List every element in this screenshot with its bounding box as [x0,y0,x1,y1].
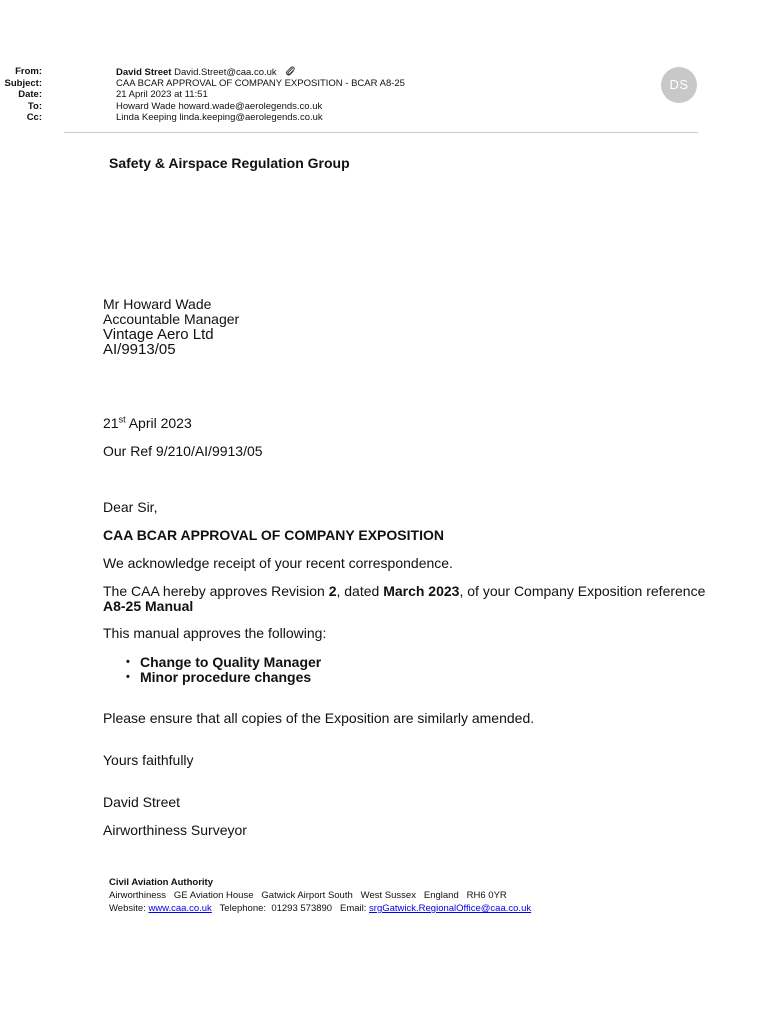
website-link[interactable]: www.caa.co.uk [148,903,212,914]
from-label: From: [15,66,42,77]
subject-label: Subject: [4,77,42,89]
avatar: DS [661,67,697,103]
recipient-ref: AI/9913/05 [103,341,176,358]
cc-value[interactable]: Linda Keeping linda.keeping@aerolegends.co.uk [116,112,323,124]
letter-group-title: Safety & Airspace Regulation Group [109,155,350,171]
letter-footer [109,876,531,915]
email-header [0,66,700,124]
letter-heading: CAA BCAR APPROVAL OF COMPANY EXPOSITION [103,527,444,543]
approval-list [103,655,321,685]
date-label: Date: [18,89,42,101]
from-row [0,66,700,78]
salutation: Dear Sir, [103,499,158,515]
recipient-address [103,297,239,357]
paragraph-acknowledge: We acknowledge receipt of your recent correspondence. [103,555,453,571]
sender-name[interactable]: David Street [116,67,172,78]
recipient-name: Mr Howard Wade [103,296,212,312]
recipient-title: Accountable Manager [103,311,240,327]
letter-date: 21st April 2023 [103,414,192,431]
list-item: • Minor procedure changes [103,670,321,685]
email-link[interactable]: srgGatwick.RegionalOffice@caa.co.uk [369,903,532,914]
to-row [0,101,700,113]
our-ref: Our Ref 9/210/AI/9913/05 [103,443,263,459]
closing: Yours faithfully [103,752,194,768]
date-value: 21 April 2023 at 11:51 [116,89,208,101]
header-divider [64,132,698,133]
subject-row [0,78,700,90]
signatory-title: Airworthiness Surveyor [103,822,247,838]
footer-contact: Website: www.caa.co.uk Telephone: 01293 573890 Email: srgGatwick.RegionalOffice@caa.co.uk [109,903,532,914]
paragraph-amend: Please ensure that all copies of the Exposition are similarly amended. [103,710,535,726]
to-value[interactable]: Howard Wade howard.wade@aerolegends.co.uk [116,100,323,112]
subject-value: CAA BCAR APPROVAL OF COMPANY EXPOSITION - BCAR A8-25 [116,77,405,89]
to-label: To: [27,100,42,112]
footer-org: Civil Aviation Authority [109,877,213,888]
date-row [0,89,700,101]
sender-email[interactable]: David.Street@caa.co.uk [174,67,277,78]
paragraph-approves-following: This manual approves the following: [103,625,327,641]
cc-label: Cc: [26,112,42,124]
recipient-company: Vintage Aero Ltd [103,326,214,343]
manual-reference: A8-25 Manual [103,598,194,614]
list-item: • Change to Quality Manager [103,655,321,670]
signatory-name: David Street [103,794,181,810]
cc-row [0,112,700,124]
footer-address: Airworthiness GE Aviation House Gatwick Airport South West Sussex England RH6 0YR [109,890,507,901]
paragraph-approval: The CAA hereby approves Revision 2, dated March 2023, of your Company Exposition reference A8-25 Manual [103,583,706,614]
